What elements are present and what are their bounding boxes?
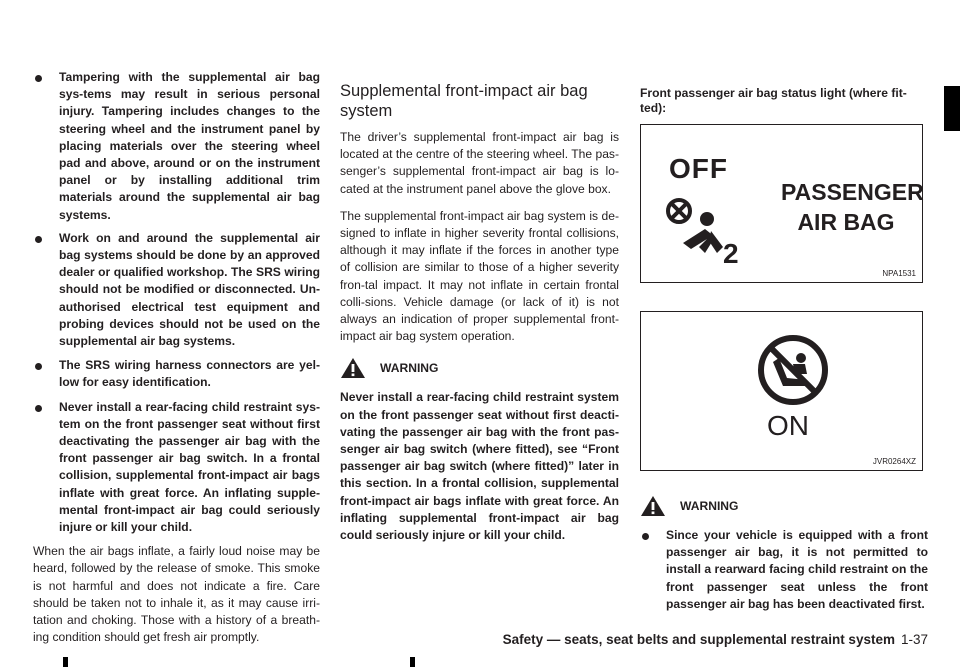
list-item [33, 230, 320, 350]
warning-label: WARNING [380, 361, 439, 376]
off-label: OFF [669, 153, 728, 184]
smoke-paragraph: When the air bags inflate, a fairly loud noise may be heard, followed by the release of smoke. This smoke is not harmful and does not indicate a fire. Care should be taken not to inhale it, as it may cause irri-tation and choking. Those with a history of a breath-ing condition should get fresh air promptly. [33, 544, 320, 645]
bullet-icon [35, 363, 42, 370]
bullet-text: Since your vehicle is equipped with a front passenger air bag, it is not permitted to install a rearward facing child restraint on the front passenger seat unless the front passenger air bag has been deactivated first. [666, 528, 928, 611]
system-paragraph: The supplemental front-impact air bag system is de-signed to inflate in higher severity frontal collisions, although it may inflate if the forces in another type of collision are similar to those of a higher severity fron-tal impact. It may not inflate in certain frontal colli-sions. Vehicle damage (or lack of it) is not always an indication of proper supplemental front-impact air bag system operation. [340, 208, 619, 344]
page-number: 1-37 [900, 632, 928, 647]
airbag-off-icon [665, 195, 765, 265]
bullet-text: Tampering with the supplemental air bag sys-tems may result in serious personal injury. Tampering includes changes to the steering wheel and the instrument panel by placing materials over the steering wheel pad and above, around or on the instrument panel or by installing additional trim materials around the supplemental air bag systems. [59, 70, 320, 222]
svg-text:2: 2 [723, 238, 739, 265]
section-heading: Supplemental front-impact air bag system [340, 82, 588, 120]
bullet-icon [35, 75, 42, 82]
warning-bullet-list [33, 69, 320, 536]
passenger-text: PASSENGER [781, 179, 924, 205]
warning-bullet-list [640, 527, 928, 613]
bullet-text: Never install a rear-facing child restraint sys-tem on the front passenger seat without first deactivating the passenger air bag with the front passenger air bag switch. In a frontal collision, supplemental front-impact air bags inflate with great force. An inflating supple-mental front-impact air bag could seriously injure or kill your child. [59, 399, 320, 535]
bullet-icon [642, 533, 649, 540]
intro-paragraph: The driver’s supplemental front-impact air bag is located at the centre of the steering wheel. The pas-senger’s supplemental front-impact air bag is lo-cated at the instrument panel above the glove box. [340, 130, 619, 196]
bullet-text: The SRS wiring harness connectors are yel-low for easy identification. [59, 358, 320, 390]
passenger-airbag-on-figure [640, 311, 923, 471]
airbag-text: AIR BAG [797, 209, 895, 235]
on-label: ON [767, 410, 809, 441]
figure-title: Front passenger air bag status light (where fit-ted): [640, 86, 907, 115]
left-column [33, 0, 320, 647]
bullet-text: Work on and around the supplemental air bag systems should be done by an approved dealer or qualified workshop. The SRS wiring should not be modified or disconnected. Un-authorised electrical test equipment and probing devices should not be used on the supplemental air bag systems. [59, 230, 320, 349]
passenger-airbag-off-figure [640, 124, 923, 283]
warning-text: Never install a rear-facing child restraint system on the front passenger seat without first deacti-vating the passenger air bag with the front pas-senger air bag switch (where fitted), see “Front passenger air bag switch (where fitted)” later in this section. In a frontal collision, supplemental front-impact air bags inflate with great force. An inflating supplemental front-impact air bag could seriously injure or kill your child. [340, 390, 619, 543]
figure-code: NPA1531 [882, 269, 916, 278]
middle-column [340, 0, 619, 544]
warning-triangle-icon [340, 357, 366, 379]
warning-triangle-icon [640, 495, 666, 517]
bullet-icon [35, 236, 42, 243]
list-item [33, 399, 320, 537]
list-item [33, 69, 320, 224]
section-tab-marker [944, 86, 960, 131]
list-item [640, 527, 928, 613]
figure-code: JVR0264XZ [872, 457, 916, 466]
crop-mark [410, 657, 415, 667]
warning-label: WARNING [680, 499, 739, 513]
warning-header [640, 495, 928, 517]
right-column [640, 0, 928, 613]
list-item [33, 357, 320, 391]
no-rear-facing-child-seat-icon [757, 334, 829, 406]
crop-mark [63, 657, 68, 667]
page-footer [503, 632, 928, 647]
passenger-airbag-label [781, 177, 924, 237]
footer-section-title: Safety — seats, seat belts and supplemental restraint system [502, 632, 895, 647]
bullet-icon [35, 405, 42, 412]
warning-header [340, 357, 619, 379]
